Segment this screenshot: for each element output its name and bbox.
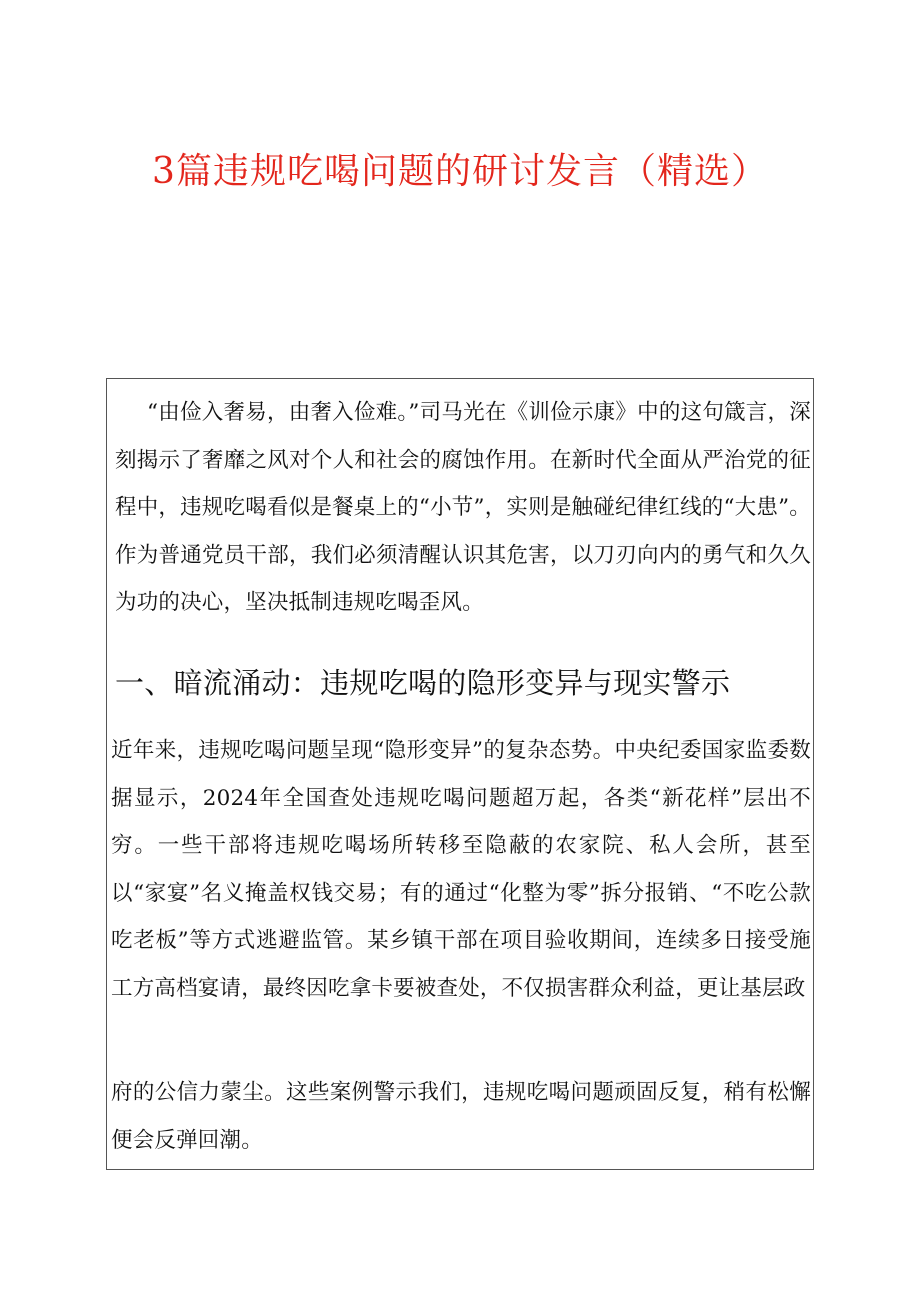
intro-paragraph: “由俭入奢易，由奢入俭难。”司马光在《训俭示康》中的这句箴言，深刻揭示了奢靡之风对个人和社会的腐蚀作用。在新时代全面从严治党的征程中，违规吃喝看似是餐桌上的“小节”，实则是触碰纪律红线的“大患”。作为普通党员干部，我们必须清醒认识其危害，以刀刃向内的勇气和久久为功的决心，坚决抵制违规吃喝歪风。 <box>115 400 811 615</box>
content-frame <box>106 378 814 1170</box>
document-title: 3篇违规吃喝问题的研讨发言（精选） <box>152 151 768 192</box>
continuation-paragraph: 府的公信力蒙尘。这些案例警示我们，违规吃喝问题顽固反复，稍有松懈便会反弹回潮。 <box>111 1080 811 1153</box>
body-paragraph: 近年来，违规吃喝问题呈现“隐形变异”的复杂态势。中央纪委国家监委数据显示，2024年全国查处违规吃喝问题超万起，各类“新花样”层出不穷。一些干部将违规吃喝场所转移至隐蔽的农家院、私人会所，甚至以“家宴”名义掩盖权钱交易；有的通过“化整为零”拆分报销、“不吃公款吃老板”等方式逃避监管。某乡镇干部在项目验收期间，连续多日接受施工方高档宴请，最终因吃拿卡要被查处，不仅损害群众利益，更让基层政 <box>111 738 811 1001</box>
section-heading: 一、暗流涌动：违规吃喝的隐形变异与现实警示 <box>115 666 731 700</box>
